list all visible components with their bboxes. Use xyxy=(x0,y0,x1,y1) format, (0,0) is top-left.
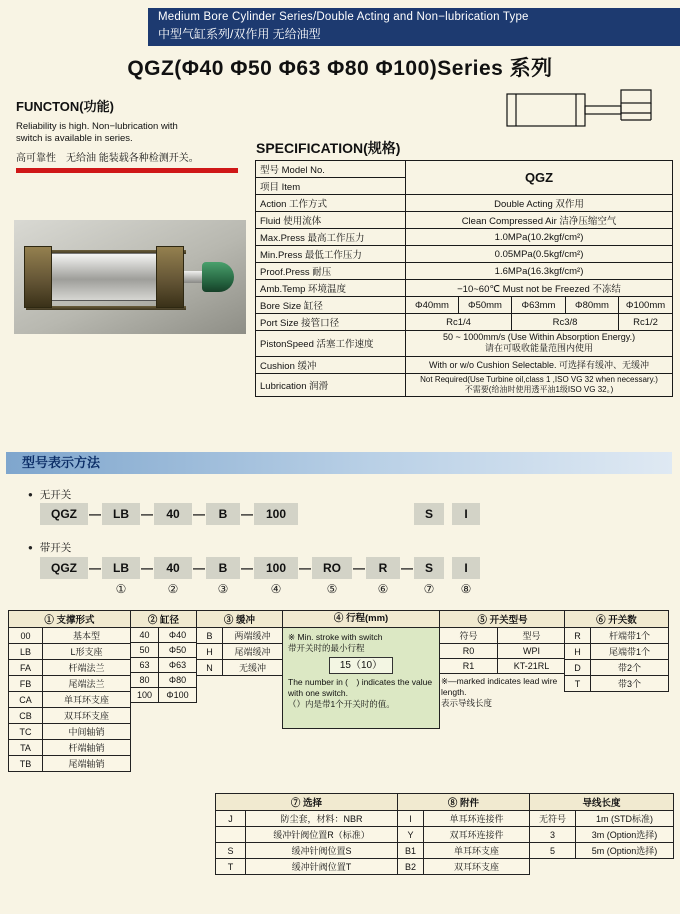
table-row xyxy=(256,212,673,229)
table-row xyxy=(565,628,669,644)
table-cell: L形支座 xyxy=(43,644,131,660)
table-cell: R0 xyxy=(440,644,498,659)
banner-title-en: Medium Bore Cylinder Series/Double Acting and Non−lubrication Type xyxy=(158,11,529,23)
stroke-note-cn2: （）内是带1个开关时的值。 xyxy=(288,699,395,710)
table-row xyxy=(530,827,674,843)
table-header-row xyxy=(398,794,530,811)
table-cell: KT-21RL xyxy=(498,659,566,674)
lubrication-line2: 不需要(给油时使用透平油1级ISO VG 32。) xyxy=(464,384,614,394)
cylinder-tube xyxy=(52,253,156,301)
table-cell: 尾端缓冲 xyxy=(223,644,283,660)
table-cell: 缓冲针阀位置R（标准） xyxy=(246,827,398,843)
digit-3: ③ xyxy=(217,582,229,596)
table-cell: Φ63 xyxy=(159,658,197,673)
table-header-row xyxy=(565,611,669,628)
table-cell: 5 xyxy=(530,843,576,859)
table-cell: CA xyxy=(9,692,43,708)
option-header: ⑦ 选择 xyxy=(216,794,398,811)
table-cell: 双耳环连接件 xyxy=(424,827,530,843)
table-cell: 基本型 xyxy=(43,628,131,644)
cylinder-front-cap xyxy=(156,246,184,308)
stroke-note-en2: The number in ( ) indicates the value with one switch. xyxy=(288,677,433,699)
stroke-value: 15（10） xyxy=(329,657,393,674)
option-table xyxy=(215,793,398,875)
spec-fluid-label: Fluid 使用流体 xyxy=(256,212,406,229)
table-cell: 63 xyxy=(131,658,159,673)
table-cell: 缓冲针阀位置S xyxy=(246,843,398,859)
cylinder-rear-cap xyxy=(24,246,52,308)
table-cell: 尾端法兰 xyxy=(43,676,131,692)
table-cell: 防尘套，材料：NBR xyxy=(246,811,398,827)
accessory-table xyxy=(397,793,530,875)
stroke-table xyxy=(282,610,440,729)
cylinder-image xyxy=(24,246,234,308)
support-type-table xyxy=(8,610,131,772)
table-row xyxy=(256,161,673,178)
code-box-support: LB xyxy=(102,557,140,579)
model-code-with-switch xyxy=(40,557,480,579)
table-row xyxy=(565,676,669,692)
table-cell: 3 xyxy=(530,827,576,843)
table-row xyxy=(565,644,669,660)
table-cell: Φ40 xyxy=(159,628,197,643)
table-cell: 中间轴销 xyxy=(43,724,131,740)
cushion-table xyxy=(196,610,283,676)
table-header-row xyxy=(197,611,283,628)
table-row xyxy=(131,673,197,688)
code-box-option: S xyxy=(414,557,444,579)
table-cell: 无符号 xyxy=(530,811,576,827)
table-cell: LB xyxy=(9,644,43,660)
table-row xyxy=(9,724,131,740)
spec-bore-label: Bore Size 缸径 xyxy=(256,297,406,314)
code-box-support: LB xyxy=(102,503,140,525)
digit-8: ⑧ xyxy=(460,582,472,596)
table-cell: 3m (Option选择) xyxy=(576,827,674,843)
code-box-switch-qty: R xyxy=(366,557,400,579)
bullet-icon: ● xyxy=(28,543,33,552)
switch-note-cn: 表示导线长度 xyxy=(441,698,493,709)
table-cell: 杆端法兰 xyxy=(43,660,131,676)
table-row xyxy=(131,643,197,658)
code-legend-row-1 xyxy=(8,610,668,772)
table-row xyxy=(256,356,673,373)
cushion-header: ③ 缓冲 xyxy=(197,611,283,628)
table-row xyxy=(9,740,131,756)
table-cell: S xyxy=(216,843,246,859)
specification-heading: SPECIFICATION(规格) xyxy=(256,140,401,156)
header-banner xyxy=(148,8,680,46)
spec-action-value: Double Acting 双作用 xyxy=(406,195,673,212)
table-row xyxy=(131,688,197,703)
code-box-accessory: I xyxy=(452,503,480,525)
spec-lubrication-value xyxy=(406,373,673,396)
spec-bore-40: Φ40mm xyxy=(406,297,459,314)
table-cell: H xyxy=(565,644,591,660)
table-row xyxy=(256,297,673,314)
table-cell: WPI xyxy=(498,644,566,659)
code-box-qgz: QGZ xyxy=(40,503,88,525)
lubrication-line1: Not Required(Use Turbine oil,class 1 ,ISO VG 32 when necessary.) xyxy=(420,374,658,384)
table-cell: FB xyxy=(9,676,43,692)
table-row xyxy=(530,811,674,827)
table-cell: 5m (Option选择) xyxy=(576,843,674,859)
piston-rod xyxy=(184,271,202,283)
table-row xyxy=(9,756,131,772)
lead-wire-length-table xyxy=(529,793,674,859)
function-heading: FUNCTON(功能) xyxy=(16,99,114,114)
table-row xyxy=(256,246,673,263)
table-cell: TC xyxy=(9,724,43,740)
table-cell: 尾端带1个 xyxy=(591,644,669,660)
accessory-header: ⑧ 附件 xyxy=(398,794,530,811)
table-cell: 无缓冲 xyxy=(223,660,283,676)
table-cell: 杆端带1个 xyxy=(591,628,669,644)
spec-model-no-label: 型号 Model No. xyxy=(256,161,406,178)
code-box-option: S xyxy=(414,503,444,525)
switch-quantity-table xyxy=(564,610,669,692)
table-cell: 型号 xyxy=(498,628,566,644)
table-cell: Φ100 xyxy=(159,688,197,703)
table-cell: 尾端轴销 xyxy=(43,756,131,772)
table-cell: 00 xyxy=(9,628,43,644)
table-cell: B1 xyxy=(398,843,424,859)
spec-action-label: Action 工作方式 xyxy=(256,195,406,212)
spec-proof-press-value: 1.6MPa(16.3kgf/cm²) xyxy=(406,263,673,280)
stroke-note-cn1: 带开关时的最小行程 xyxy=(288,643,365,654)
digit-1: ① xyxy=(115,582,127,596)
dash: — xyxy=(141,561,153,575)
spec-port-value-3: Rc1/2 xyxy=(619,314,673,331)
table-row xyxy=(256,280,673,297)
table-row xyxy=(216,843,398,859)
table-row xyxy=(256,263,673,280)
spec-cushion-value: With or w/o Cushion Selectable. 可选择有缓冲、无缓冲 xyxy=(406,356,673,373)
dash: — xyxy=(299,561,311,575)
table-cell: 双耳环支座 xyxy=(43,708,131,724)
table-cell: N xyxy=(197,660,223,676)
bore-size-header: ② 缸径 xyxy=(131,611,197,628)
table-row xyxy=(131,658,197,673)
table-cell: 杆端轴销 xyxy=(43,740,131,756)
code-box-bore: 40 xyxy=(154,557,192,579)
dash: — xyxy=(193,561,205,575)
spec-bore-50: Φ50mm xyxy=(459,297,512,314)
piston-speed-line1: 50 ~ 1000mm/s (Use Within Absorption Energy.) xyxy=(442,332,636,342)
support-type-header: ① 支撑形式 xyxy=(9,611,131,628)
spec-amb-temp-value: −10~60℃ Must not be Freezed 不冻结 xyxy=(406,280,673,297)
bullet-icon: ● xyxy=(28,490,33,499)
table-row xyxy=(256,229,673,246)
spec-min-press-value: 0.05MPa(0.5kgf/cm²) xyxy=(406,246,673,263)
red-underline xyxy=(16,168,238,173)
switch-model-note xyxy=(439,674,565,709)
dash: — xyxy=(141,507,153,521)
table-cell: 40 xyxy=(131,628,159,643)
spec-amb-temp-label: Amb.Temp 环境温度 xyxy=(256,280,406,297)
table-cell: 1m (STD标准) xyxy=(576,811,674,827)
dash: — xyxy=(401,561,413,575)
spec-port-label: Port Size 接管口径 xyxy=(256,314,406,331)
dash: — xyxy=(89,561,101,575)
table-cell: CB xyxy=(9,708,43,724)
function-line1: Reliability is high. Non−lubrication with xyxy=(16,121,178,132)
table-cell: B2 xyxy=(398,859,424,875)
table-row xyxy=(216,859,398,875)
product-photo xyxy=(14,220,246,334)
switch-model-section xyxy=(439,610,565,709)
with-switch-text: 带开关 xyxy=(39,542,72,554)
no-switch-label xyxy=(28,487,71,502)
spec-piston-speed-value xyxy=(406,331,673,357)
code-box-accessory: I xyxy=(452,557,480,579)
table-row xyxy=(398,859,530,875)
dash: — xyxy=(193,507,205,521)
table-cell: 双耳环支座 xyxy=(424,859,530,875)
table-cell: 带2个 xyxy=(591,660,669,676)
table-row xyxy=(9,644,131,660)
code-box-qgz: QGZ xyxy=(40,557,88,579)
cylinder-diagram xyxy=(505,86,655,141)
switch-model-header: ⑤ 开关型号 xyxy=(440,611,566,628)
table-row xyxy=(9,628,131,644)
table-row xyxy=(9,708,131,724)
digit-4: ④ xyxy=(270,582,282,596)
bore-size-table xyxy=(130,610,197,703)
table-row xyxy=(197,660,283,676)
table-cell: FA xyxy=(9,660,43,676)
dash: — xyxy=(353,561,365,575)
no-switch-text: 无开关 xyxy=(39,489,72,501)
spec-max-press-value: 1.0MPa(10.2kgf/cm²) xyxy=(406,229,673,246)
code-box-cushion: B xyxy=(206,557,240,579)
table-cell: 符号 xyxy=(440,628,498,644)
dash: — xyxy=(89,507,101,521)
function-line2: switch is available in series. xyxy=(16,133,133,145)
model-designation-heading: 型号表示方法 xyxy=(6,452,672,474)
spec-bore-100: Φ100mm xyxy=(619,297,673,314)
digit-6: ⑥ xyxy=(377,582,389,596)
table-row xyxy=(216,811,398,827)
digit-2: ② xyxy=(167,582,179,596)
table-row xyxy=(565,660,669,676)
table-header-row xyxy=(530,794,674,811)
spec-lubrication-label: Lubrication 润滑 xyxy=(256,373,406,396)
page-title: QGZ(Φ40 Φ50 Φ63 Φ80 Φ100)Series 系列 xyxy=(127,57,553,80)
table-cell: 单耳环支座 xyxy=(43,692,131,708)
table-cell: Φ50 xyxy=(159,643,197,658)
table-cell: TB xyxy=(9,756,43,772)
table-cell: 带3个 xyxy=(591,676,669,692)
code-box-switch-model: RO xyxy=(312,557,352,579)
table-row xyxy=(398,811,530,827)
table-cell: Φ80 xyxy=(159,673,197,688)
table-row xyxy=(440,628,566,644)
table-cell: TA xyxy=(9,740,43,756)
table-cell: 单耳环连接件 xyxy=(424,811,530,827)
spec-model-value: QGZ xyxy=(406,161,673,195)
table-row xyxy=(440,659,566,674)
table-cell: R xyxy=(565,628,591,644)
table-cell: D xyxy=(565,660,591,676)
table-cell: 单耳环支座 xyxy=(424,843,530,859)
table-row xyxy=(256,373,673,396)
table-header-row xyxy=(216,794,398,811)
table-cell: H xyxy=(197,644,223,660)
stroke-note-en1: ※ Min. stroke with switch xyxy=(288,632,383,642)
with-switch-label xyxy=(28,540,71,555)
table-cell: I xyxy=(398,811,424,827)
spec-proof-press-label: Proof.Press 耐压 xyxy=(256,263,406,280)
switch-quantity-header: ⑥ 开关数 xyxy=(565,611,669,628)
digit-7: ⑦ xyxy=(423,582,435,596)
table-row xyxy=(197,628,283,644)
table-row xyxy=(9,660,131,676)
table-cell: 100 xyxy=(131,688,159,703)
spec-item-label: 项目 Item xyxy=(256,178,406,195)
green-rod-boot xyxy=(202,262,234,292)
table-row xyxy=(530,843,674,859)
specification-table xyxy=(255,160,673,397)
table-cell: T xyxy=(216,859,246,875)
piston-speed-line2: 请在可吸收能量范围内使用 xyxy=(485,343,594,354)
code-legend-row-2 xyxy=(215,793,673,875)
table-row xyxy=(131,628,197,643)
table-row xyxy=(256,195,673,212)
table-cell: B xyxy=(197,628,223,644)
spec-port-value-1: Rc1/4 xyxy=(406,314,512,331)
table-cell: T xyxy=(565,676,591,692)
table-row xyxy=(9,692,131,708)
code-box-stroke: 100 xyxy=(254,503,298,525)
dash: — xyxy=(241,561,253,575)
spec-bore-63: Φ63mm xyxy=(512,297,566,314)
model-code-no-switch xyxy=(40,503,480,525)
switch-note-en: ※—marked indicates lead wire length. xyxy=(441,676,558,697)
table-header-row xyxy=(440,611,566,628)
table-row xyxy=(216,827,398,843)
table-cell: 两端缓冲 xyxy=(223,628,283,644)
spec-piston-speed-label: PistonSpeed 活塞工作速度 xyxy=(256,331,406,357)
function-text-cn: 高可靠性 无给油 能装载各种检测开关。 xyxy=(16,152,199,164)
code-box-cushion: B xyxy=(206,503,240,525)
table-cell: 50 xyxy=(131,643,159,658)
lead-wire-header: 导线长度 xyxy=(530,794,674,811)
banner-title-cn: 中型气缸系列/双作用 无给油型 xyxy=(158,27,321,41)
stroke-body xyxy=(283,628,439,728)
switch-model-table xyxy=(439,610,566,674)
table-row xyxy=(440,644,566,659)
table-cell: 80 xyxy=(131,673,159,688)
table-row xyxy=(398,827,530,843)
spec-bore-80: Φ80mm xyxy=(566,297,619,314)
spec-min-press-label: Min.Press 最低工作压力 xyxy=(256,246,406,263)
function-section xyxy=(16,96,248,173)
table-row xyxy=(256,314,673,331)
spec-max-press-label: Max.Press 最高工作压力 xyxy=(256,229,406,246)
table-cell: R1 xyxy=(440,659,498,674)
table-cell: Y xyxy=(398,827,424,843)
dash: — xyxy=(241,507,253,521)
spec-port-value-2: Rc3/8 xyxy=(512,314,619,331)
digit-5: ⑤ xyxy=(326,582,338,596)
spec-fluid-value: Clean Compressed Air 洁净压缩空气 xyxy=(406,212,673,229)
table-row xyxy=(256,331,673,357)
code-box-stroke: 100 xyxy=(254,557,298,579)
table-row xyxy=(197,644,283,660)
table-cell xyxy=(216,827,246,843)
table-header-row xyxy=(131,611,197,628)
table-cell: J xyxy=(216,811,246,827)
code-digit-row xyxy=(40,582,480,596)
table-row xyxy=(9,676,131,692)
code-box-bore: 40 xyxy=(154,503,192,525)
table-cell: 缓冲针阀位置T xyxy=(246,859,398,875)
function-text-en xyxy=(16,121,248,146)
spec-cushion-label: Cushion 缓冲 xyxy=(256,356,406,373)
stroke-header: ④ 行程(mm) xyxy=(283,611,439,628)
table-row xyxy=(398,843,530,859)
table-header-row xyxy=(9,611,131,628)
